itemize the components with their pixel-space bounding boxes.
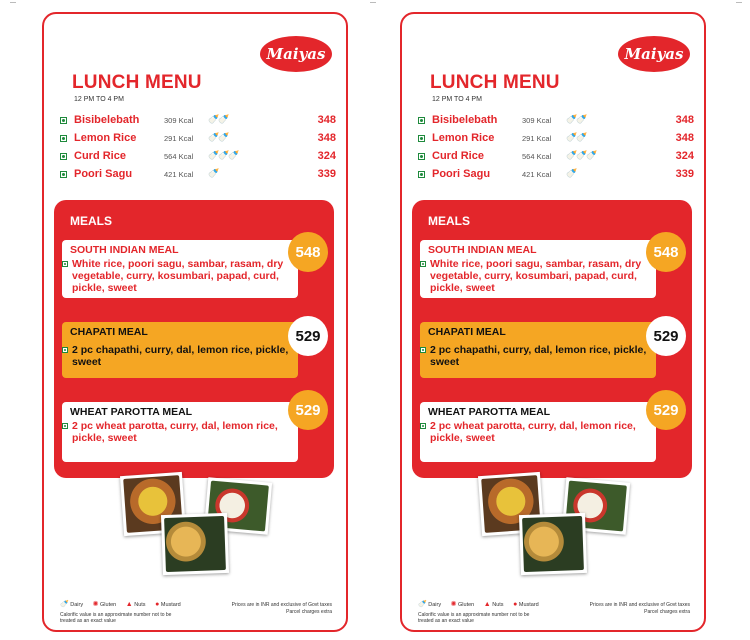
allergen-icons: 🍼🍼 [566, 132, 587, 142]
nuts-icon: ▲ [125, 601, 133, 608]
item-kcal: 564 Kcal [164, 152, 194, 161]
item-price: 339 [675, 168, 694, 180]
crop-mark-left [10, 2, 16, 9]
meal-desc-text: 2 pc chapathi, curry, dal, lemon rice, pickle, sweet [430, 344, 647, 368]
veg-icon [420, 261, 426, 267]
veg-icon [60, 153, 67, 160]
item-kcal: 291 Kcal [164, 134, 194, 143]
meal-desc-text: 2 pc wheat parotta, curry, dal, lemon rice, pickle, sweet [72, 420, 278, 444]
item-price: 348 [317, 132, 336, 144]
meal-name: WHEAT PAROTTA MEAL [70, 406, 193, 418]
legend-mustard: Mustard [518, 602, 539, 608]
meal-desc-text: 2 pc chapathi, curry, dal, lemon rice, pickle, sweet [72, 344, 289, 368]
veg-icon [418, 117, 425, 124]
veg-icon [60, 171, 67, 178]
allergen-icons: 🍼 [566, 168, 577, 178]
meals-heading: MEALS [70, 214, 112, 228]
menu-item [418, 132, 694, 148]
meals-panel [412, 200, 692, 478]
prices-note: Prices are in INR and exclusive of Govt taxes [231, 602, 332, 608]
veg-icon [418, 171, 425, 178]
menu-item [60, 150, 336, 166]
item-price: 348 [675, 132, 694, 144]
item-price: 348 [317, 114, 336, 126]
food-photo-poori-sagu [519, 513, 587, 575]
meal-desc-text: 2 pc wheat parotta, curry, dal, lemon rice, pickle, sweet [430, 420, 636, 444]
legend-nuts: Nuts [492, 602, 504, 608]
meal-card [420, 402, 656, 462]
veg-icon [62, 423, 68, 429]
meals-panel [54, 200, 334, 478]
menu-title: LUNCH MENU [72, 72, 202, 93]
meal-card [62, 402, 298, 462]
nuts-icon: ▲ [483, 601, 491, 608]
meal-desc-text: White rice, poori sagu, sambar, rasam, dry vegetable, curry, kosumbari, papad, curd, pickle, sweet [430, 258, 642, 294]
item-name: Curd Rice [432, 150, 484, 162]
meal-desc [428, 344, 648, 368]
meal-name: CHAPATI MEAL [428, 326, 506, 338]
crop-mark-mid [370, 2, 376, 9]
veg-icon [60, 117, 67, 124]
allergen-icons: 🍼 [208, 168, 219, 178]
allergen-legend [418, 600, 547, 608]
menu-item [60, 132, 336, 148]
menu-hours: 12 PM TO 4 PM [432, 96, 482, 103]
veg-icon [62, 347, 68, 353]
menu-item [418, 168, 694, 184]
footer-notes [590, 602, 690, 616]
menu-board-right [400, 12, 706, 632]
menu-title: LUNCH MENU [430, 72, 560, 93]
veg-icon [60, 135, 67, 142]
item-price: 348 [675, 114, 694, 126]
parcel-note: Parcel charges extra [644, 609, 690, 615]
item-name: Poori Sagu [74, 168, 133, 180]
item-kcal: 564 Kcal [522, 152, 552, 161]
veg-icon [420, 347, 426, 353]
item-kcal: 291 Kcal [522, 134, 552, 143]
meal-desc-text: White rice, poori sagu, sambar, rasam, dry vegetable, curry, kosumbari, papad, curd, pickle, sweet [72, 258, 284, 294]
meal-desc [428, 420, 648, 444]
meal-desc [70, 258, 290, 294]
item-kcal: 309 Kcal [522, 116, 552, 125]
legend-dairy: Dairy [70, 602, 84, 608]
menu-item [418, 150, 694, 166]
crop-mark-right [736, 2, 742, 9]
veg-icon [418, 153, 425, 160]
item-price: 324 [675, 150, 694, 162]
meals-heading: MEALS [428, 214, 470, 228]
menu-item [60, 168, 336, 184]
item-name: Bisibelebath [74, 114, 140, 126]
meal-desc [428, 258, 648, 294]
legend-mustard: Mustard [160, 602, 181, 608]
meal-desc [70, 344, 290, 368]
meal-card [62, 322, 298, 378]
meal-price-badge: 548 [646, 232, 686, 272]
veg-icon [418, 135, 425, 142]
item-kcal: 421 Kcal [522, 170, 552, 179]
veg-icon [62, 261, 68, 267]
footer-notes [232, 602, 332, 616]
calorific-note: Calorific value is an approximate number not to be treated as an exact value [418, 612, 530, 624]
gluten-icon: ✺ [450, 601, 457, 608]
allergen-icons: 🍼🍼🍼 [566, 150, 597, 160]
meal-price-badge: 529 [646, 390, 686, 430]
item-name: Lemon Rice [74, 132, 137, 144]
meal-price-badge: 548 [288, 232, 328, 272]
item-kcal: 421 Kcal [164, 170, 194, 179]
menu-hours: 12 PM TO 4 PM [74, 96, 124, 103]
meal-price-badge: 529 [288, 390, 328, 430]
brand-logo: Maiyas [260, 36, 332, 72]
veg-icon [420, 423, 426, 429]
legend-dairy: Dairy [428, 602, 442, 608]
meal-card [420, 322, 656, 378]
item-name: Bisibelebath [432, 114, 498, 126]
menu-item [418, 114, 694, 130]
mustard-icon: ● [155, 601, 160, 608]
brand-logo: Maiyas [618, 36, 690, 72]
prices-note: Prices are in INR and exclusive of Govt taxes [589, 602, 690, 608]
allergen-icons: 🍼🍼 [566, 114, 587, 124]
mustard-icon: ● [513, 601, 518, 608]
meal-card [420, 240, 656, 298]
item-kcal: 309 Kcal [164, 116, 194, 125]
food-photo-poori-sagu [161, 513, 229, 575]
legend-gluten: Gluten [100, 602, 117, 608]
meal-card [62, 240, 298, 298]
meal-price-badge: 529 [288, 316, 328, 356]
meal-name: WHEAT PAROTTA MEAL [428, 406, 551, 418]
item-name: Poori Sagu [432, 168, 491, 180]
meal-name: SOUTH INDIAN MEAL [70, 244, 179, 256]
dairy-icon: 🍼 [418, 601, 427, 608]
item-name: Lemon Rice [432, 132, 495, 144]
calorific-note: Calorific value is an approximate number not to be treated as an exact value [60, 612, 172, 624]
meal-price-badge: 529 [646, 316, 686, 356]
legend-gluten: Gluten [458, 602, 475, 608]
meal-name: SOUTH INDIAN MEAL [428, 244, 537, 256]
item-price: 339 [317, 168, 336, 180]
item-name: Curd Rice [74, 150, 126, 162]
menu-board-left [42, 12, 348, 632]
meal-desc [70, 420, 290, 444]
allergen-icons: 🍼🍼 [208, 132, 229, 142]
dairy-icon: 🍼 [60, 601, 69, 608]
gluten-icon: ✺ [92, 601, 99, 608]
parcel-note: Parcel charges extra [286, 609, 332, 615]
item-price: 324 [317, 150, 336, 162]
allergen-icons: 🍼🍼 [208, 114, 229, 124]
legend-nuts: Nuts [134, 602, 146, 608]
allergen-legend [60, 600, 189, 608]
meal-name: CHAPATI MEAL [70, 326, 148, 338]
menu-item [60, 114, 336, 130]
allergen-icons: 🍼🍼🍼 [208, 150, 239, 160]
